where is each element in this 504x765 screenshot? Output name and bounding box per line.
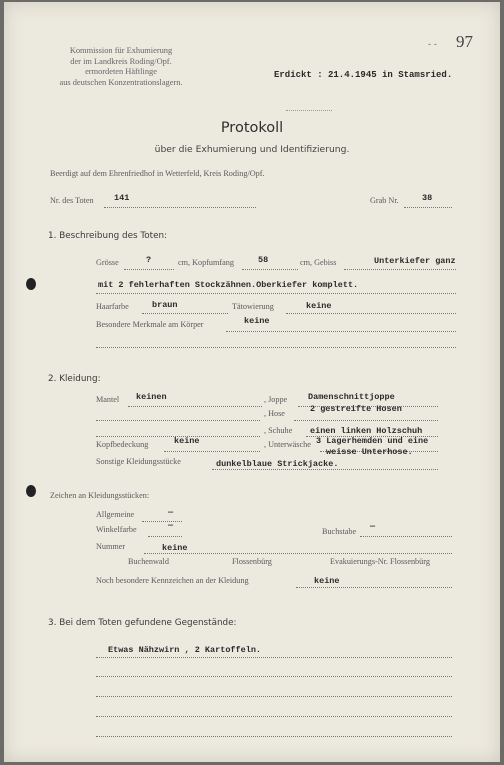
commission-line: der im Landkreis Roding/Opf. [70, 56, 172, 66]
unter-value: 3 Lagerhemden und eine [316, 436, 429, 446]
height-value: ? [146, 255, 152, 265]
col-buchenwald: Buchenwald [128, 557, 169, 566]
winkel-label: Winkelfarbe [96, 525, 137, 534]
col-flossenbuerg: Flossenbürg [232, 557, 272, 566]
dotted-fill-line [96, 716, 452, 717]
dotted-fill-line [242, 269, 298, 270]
dotted-fill-line [404, 207, 452, 208]
head-label: cm, Kopfumfang [178, 258, 234, 267]
dotted-fill-line [212, 469, 438, 470]
stamp-mark [286, 104, 332, 111]
dotted-fill-line [142, 521, 182, 522]
dotted-fill-line [96, 696, 452, 697]
sonst-label: Sonstige Kleidungsstücke [96, 457, 181, 466]
hair-label: Haarfarbe [96, 302, 129, 311]
tattoo-value: keine [306, 301, 332, 311]
marks-label: Besondere Merkmale am Körper [96, 320, 204, 329]
allgemeine-label: Allgemeine [96, 510, 135, 519]
mantel-value: keinen [136, 392, 167, 402]
hose-value: 2 gestreifte Hosen [310, 404, 402, 414]
kopf-value: keine [174, 436, 200, 446]
document-page [4, 2, 500, 762]
buchstabe-value: — [370, 521, 376, 531]
teeth-value: Unterkiefer ganz [374, 256, 456, 266]
dotted-fill-line [96, 657, 452, 658]
dotted-fill-line [148, 536, 182, 537]
items-found: Etwas Nähzwirn , 2 Kartoffeln. [108, 645, 262, 655]
dotted-fill-line [96, 676, 452, 677]
commission-line: ermordeten Häftlinge [85, 67, 157, 77]
dotted-fill-line [296, 587, 452, 588]
commission-header [56, 46, 186, 88]
dead-no-label: Nr. des Toten [50, 196, 94, 205]
grave-no-label: Grab Nr. [370, 196, 399, 205]
sonst-value: dunkelblaue Strickjacke. [216, 459, 339, 469]
winkel-value: — [168, 520, 174, 530]
burial-line: Beerdigt auf dem Ehrenfriedhof in Wetterfeld, Kreis Roding/Opf. [50, 169, 265, 178]
height-label: Grösse [96, 258, 119, 267]
dotted-fill-line [128, 406, 262, 407]
head-value: 58 [258, 255, 269, 265]
unter-label: , Unterwäsche [264, 440, 311, 449]
punch-hole [26, 278, 36, 290]
dotted-fill-line [226, 331, 456, 332]
dotted-fill-line [96, 420, 260, 421]
teeth-continued: mit 2 fehlerhaften Stockzähnen.Oberkiefer komplett. [98, 280, 359, 290]
commission-line: aus deutschen Konzentrationslagern. [59, 77, 183, 87]
section-1-title: 1. Beschreibung des Toten: [48, 231, 168, 241]
further-label: Noch besondere Kennzeichen an der Kleidung [96, 576, 249, 585]
section-3-title: 3. Bei dem Toten gefundene Gegenstände: [48, 618, 237, 628]
joppe-label: , Joppe [264, 395, 288, 404]
section-2-title: 2. Kleidung: [48, 374, 101, 384]
dotted-fill-line [294, 420, 438, 421]
hair-value: braun [152, 300, 178, 310]
nummer-value: keine [162, 543, 188, 553]
murder-note: Erdickt : 21.4.1945 in Stamsried. [274, 70, 453, 80]
marks-value: keine [244, 316, 270, 326]
buchstabe-label: Buchstabe [322, 527, 357, 536]
marks-title: Zeichen an Kleidungsstücken: [50, 491, 150, 500]
dotted-fill-line [96, 293, 456, 294]
mantel-label: Mantel [96, 395, 120, 404]
joppe-value: Damenschnittjoppe [308, 392, 395, 402]
page-number: 97 [456, 32, 473, 51]
kopf-label: Kopfbedeckung [96, 440, 149, 449]
grave-no-value: 38 [422, 193, 433, 203]
unter-value-cont: weisse Unterhose. [326, 447, 413, 457]
tattoo-label: Tätowierung [232, 302, 274, 311]
dotted-fill-line [124, 269, 174, 270]
allgemeine-value: — [168, 507, 174, 517]
hose-label: , Hose [264, 409, 285, 418]
schuhe-value: einen linken Holzschuh [310, 426, 423, 436]
dead-no-value: 141 [114, 193, 130, 203]
schuhe-label: , Schuhe [264, 426, 293, 435]
teeth-label: cm, Gebiss [300, 258, 337, 267]
dotted-fill-line [360, 536, 452, 537]
dotted-fill-line [344, 269, 456, 270]
dotted-fill-line [144, 553, 452, 554]
col-evakuierung: Evakuierungs-Nr. Flossenbürg [330, 557, 430, 566]
dotted-fill-line [164, 451, 260, 452]
document-subtitle: über die Exhumierung und Identifizierung. [154, 144, 350, 155]
header-dashes: - - [428, 40, 437, 50]
dotted-fill-line [142, 313, 228, 314]
further-value: keine [314, 576, 340, 586]
document-title: Protokoll [220, 120, 284, 136]
nummer-label: Nummer [96, 542, 126, 551]
punch-hole [26, 485, 36, 497]
dotted-fill-line [104, 207, 256, 208]
commission-line: Kommission für Exhumierung [69, 46, 173, 55]
dotted-fill-line [96, 347, 456, 348]
dotted-fill-line [96, 736, 452, 737]
dotted-fill-line [286, 313, 456, 314]
